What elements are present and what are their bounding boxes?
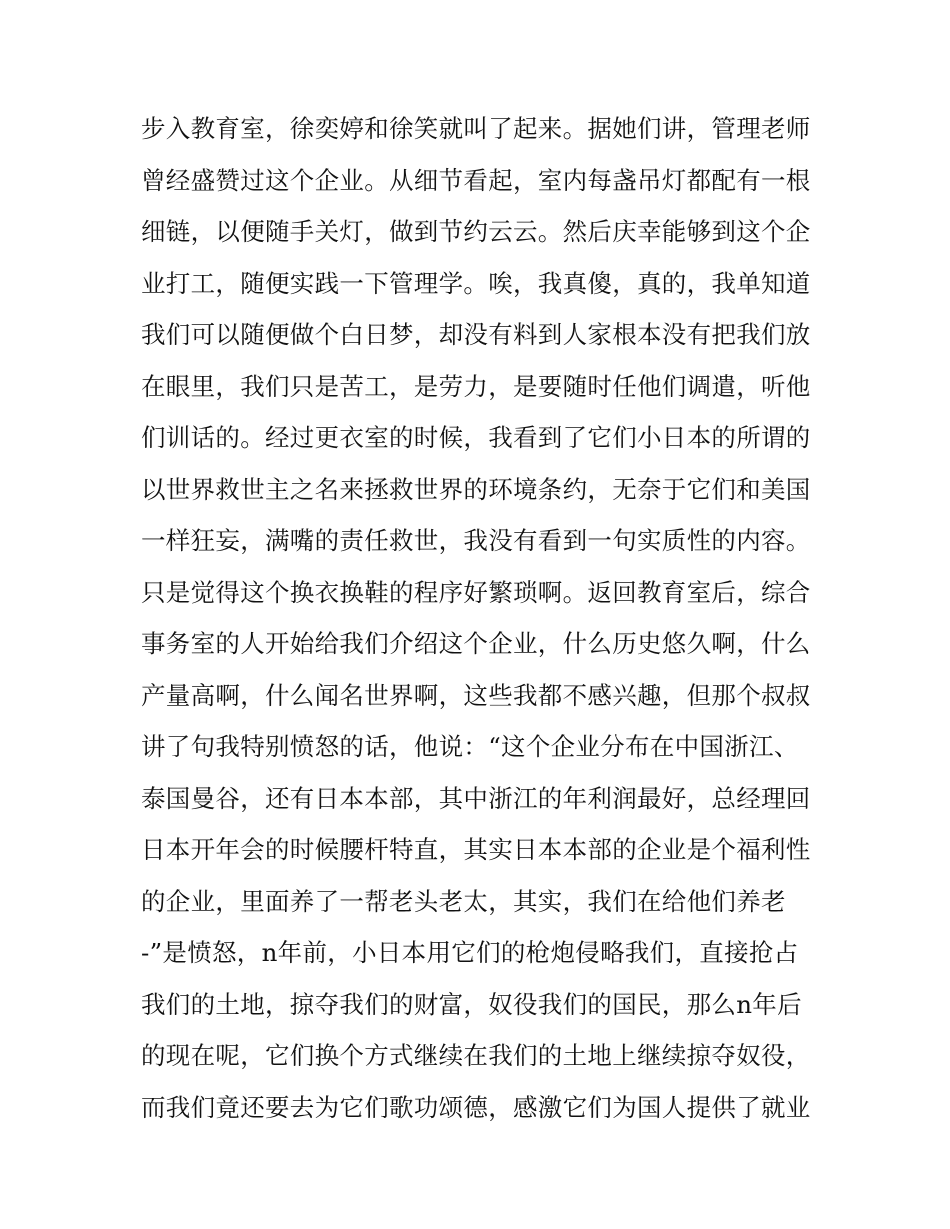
text-line: 的现在呢，它们换个方式继续在我们的土地上继续掠夺奴役， xyxy=(141,1041,811,1070)
text-line: 们训话的。经过更衣室的时候，我看到了它们小日本的所谓的 xyxy=(141,423,811,452)
text-line: 业打工，随便实践一下管理学。唉，我真傻，真的，我单知道 xyxy=(141,268,811,298)
text-line: 在眼里，我们只是苦工，是劳力，是要随时任他们调遣，听他 xyxy=(141,371,811,401)
text-line: -”是愤怒，n年前，小日本用它们的枪炮侵略我们，直接抢占 xyxy=(141,938,799,967)
text-line: 细链，以便随手关灯，做到节约云云。然后庆幸能够到这个企 xyxy=(141,217,811,246)
text-line: 只是觉得这个换衣换鞋的程序好繁琐啊。返回教育室后，综合 xyxy=(141,577,811,607)
text-line: 泰国曼谷，还有日本本部，其中浙江的年利润最好，总经理回 xyxy=(141,783,811,813)
text-line: 而我们竟还要去为它们歌功颂德，感激它们为国人提供了就业 xyxy=(141,1092,811,1122)
text-line: 我们可以随便做个白日梦，却没有料到人家根本没有把我们放 xyxy=(141,320,811,349)
text-line: 以世界救世主之名来拯救世界的环境条约，无奈于它们和美国 xyxy=(141,474,811,504)
text-line: 事务室的人开始给我们介绍这个企业，什么历史悠久啊，什么 xyxy=(141,629,811,658)
text-line: 步入教育室，徐奕婷和徐笑就叫了起来。据她们讲，管理老师 xyxy=(141,114,811,143)
text-line: 讲了句我特别愤怒的话，他说：“这个企业分布在中国浙江、 xyxy=(141,732,799,761)
text-line: 我们的土地，掠夺我们的财富，奴役我们的国民，那么n年后 xyxy=(141,989,802,1019)
text-line: 日本开年会的时候腰杆特直，其实日本本部的企业是个福利性 xyxy=(141,835,811,864)
text-line: 一样狂妄，满嘴的责任救世，我没有看到一句实质性的内容。 xyxy=(141,526,811,555)
text-line: 产量高啊，什么闻名世界啊，这些我都不感兴趣，但那个叔叔 xyxy=(141,680,811,710)
body-text xyxy=(141,107,821,1137)
text-line: 的企业，里面养了一帮老头老太，其实，我们在给他们养老 xyxy=(141,886,786,916)
text-line: 曾经盛赞过这个企业。从细节看起，室内每盏吊灯都配有一根 xyxy=(141,165,811,195)
